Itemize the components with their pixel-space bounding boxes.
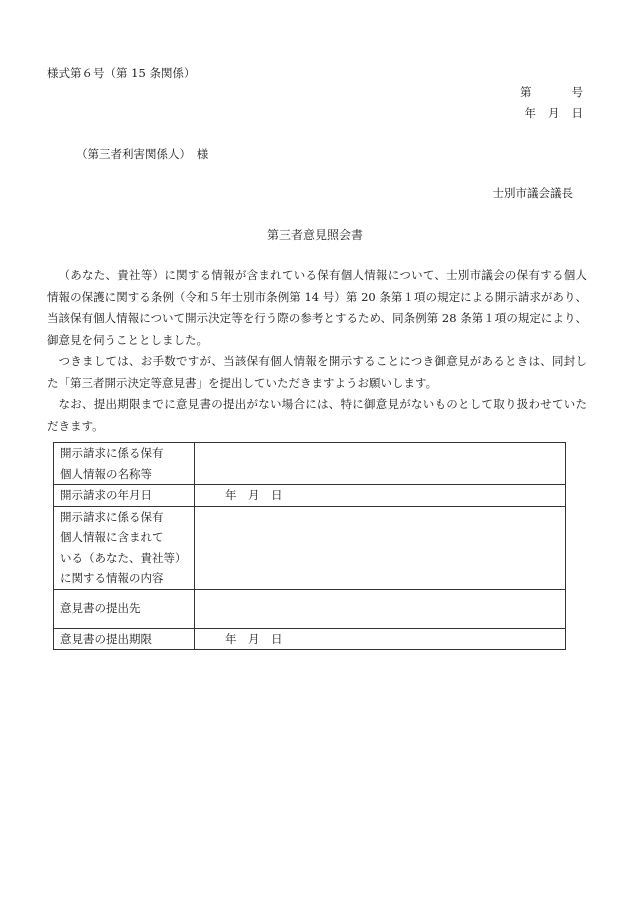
- label-line: 意見書の提出期限: [60, 631, 152, 646]
- label-line: 開示請求に係る保有: [60, 446, 164, 460]
- table-value: 年 月 日: [195, 485, 566, 507]
- body-text: [47, 265, 587, 437]
- table-value: 年 月 日: [195, 628, 566, 650]
- table-row: [54, 628, 566, 650]
- table-label: [54, 506, 195, 589]
- document-title: 第三者意見照会書: [266, 228, 363, 242]
- issue-date: [525, 108, 584, 120]
- label-line: 個人情報に含まれて: [60, 530, 164, 544]
- table-label: [54, 485, 195, 507]
- sender: 士別市議会議長: [492, 186, 573, 200]
- information-table: [53, 442, 566, 650]
- table-label: [54, 443, 195, 485]
- label-line: 意見書の提出先: [60, 601, 141, 616]
- issue-date-day: 日: [571, 106, 583, 120]
- table-value: [195, 589, 566, 628]
- table-value: [195, 443, 566, 485]
- table-row: [54, 485, 566, 507]
- table-label: [54, 628, 195, 650]
- table-row: [54, 443, 566, 485]
- form-number-label: 様式第６号（第 15 条関係）: [47, 66, 196, 80]
- label-line: いる（あなた、貴社等）: [60, 550, 187, 565]
- document-number: [520, 87, 583, 99]
- table-row: [54, 589, 566, 628]
- table-value: [195, 506, 566, 589]
- label-line: 個人情報の名称等: [60, 466, 152, 481]
- label-line: 開示請求の年月日: [60, 488, 152, 502]
- table-label: [54, 589, 195, 628]
- body-paragraph: なお、提出期限までに意見書の提出がない場合には、特に御意見がないものとして取り扱わせていただきます。: [47, 397, 587, 433]
- table-row: [54, 506, 566, 589]
- document-number-prefix: 第: [520, 85, 532, 99]
- document-number-suffix: 号: [571, 85, 583, 99]
- label-line: に関する情報の内容: [60, 571, 164, 585]
- addressee: （第三者利害関係人） 様: [76, 147, 209, 161]
- body-paragraph: つきましては、お手数ですが、当該保有個人情報を開示することにつき御意見があるときは、同封した「第三者開示決定等意見書」を提出していただきますようお願いします。: [47, 354, 587, 390]
- body-paragraph: （あなた、貴社等）に関する情報が含まれている保有個人情報について、士別市議会の保有する個人情報の保護に関する条例（令和５年士別市条例第 14 号）第 20 条第１項の規定による開示請求があり、当該保有個人情報について開示決定等を行う際の参考とするため、同条例第 28 条第１項の規定により、御意見を伺うこととしました。: [47, 268, 587, 347]
- label-line: 開示請求に係る保有: [60, 509, 164, 524]
- issue-date-year: 年: [524, 106, 536, 120]
- issue-date-month: 月: [548, 106, 560, 120]
